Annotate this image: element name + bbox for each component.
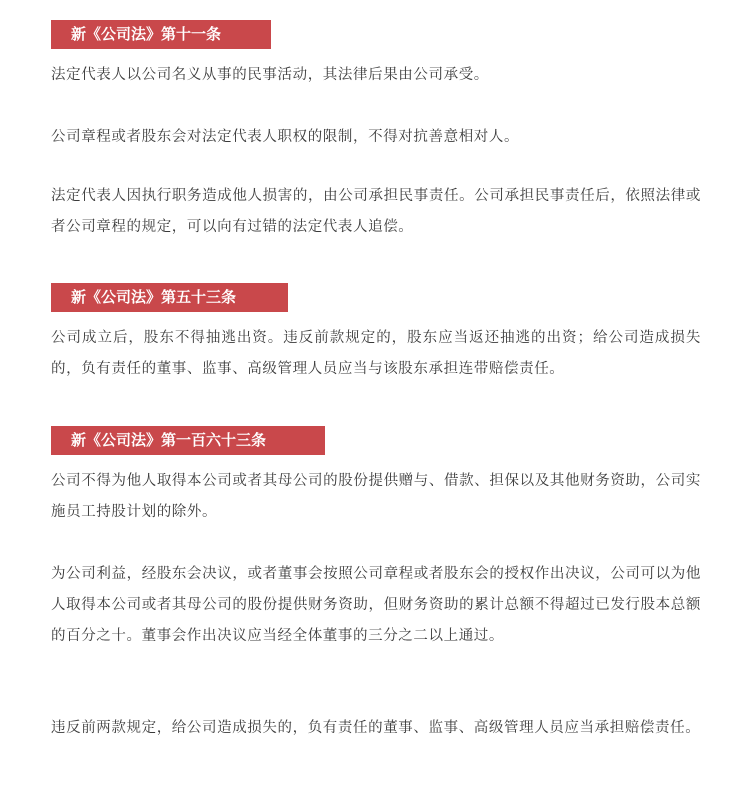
article-11-paragraph-1: 法定代表人以公司名义从事的民事活动，其法律后果由公司承受。	[51, 67, 489, 83]
article-163-paragraph-1: 公司不得为他人取得本公司或者其母公司的股份提供赠与、借款、担保以及其他财务资助，公司实施员工持股计划的除外。	[51, 473, 701, 520]
section-heading-article-163: 新《公司法》第一百六十三条	[51, 426, 325, 455]
article-163-paragraph-3: 违反前两款规定，给公司造成损失的，负有责任的董事、监事、高级管理人员应当承担赔偿责任。	[51, 720, 701, 736]
section-heading-article-11: 新《公司法》第十一条	[51, 20, 271, 49]
article-11-paragraph-2: 公司章程或者股东会对法定代表人职权的限制，不得对抗善意相对人。	[51, 129, 520, 145]
section-heading-article-53: 新《公司法》第五十三条	[51, 283, 288, 312]
article-163-paragraph-2: 为公司利益，经股东会决议，或者董事会按照公司章程或者股东会的授权作出决议，公司可以为他人取得本公司或者其母公司的股份提供财务资助，但财务资助的累计总额不得超过已发行股本总额的百分之十。董事会作出决议应当经全体董事的三分之二以上通过。	[51, 566, 701, 644]
article-53-paragraph-1: 公司成立后，股东不得抽逃出资。违反前款规定的，股东应当返还抽逃的出资；给公司造成损失的，负有责任的董事、监事、高级管理人员应当与该股东承担连带赔偿责任。	[51, 330, 701, 377]
article-11-paragraph-3: 法定代表人因执行职务造成他人损害的，由公司承担民事责任。公司承担民事责任后，依照法律或者公司章程的规定，可以向有过错的法定代表人追偿。	[51, 188, 701, 235]
